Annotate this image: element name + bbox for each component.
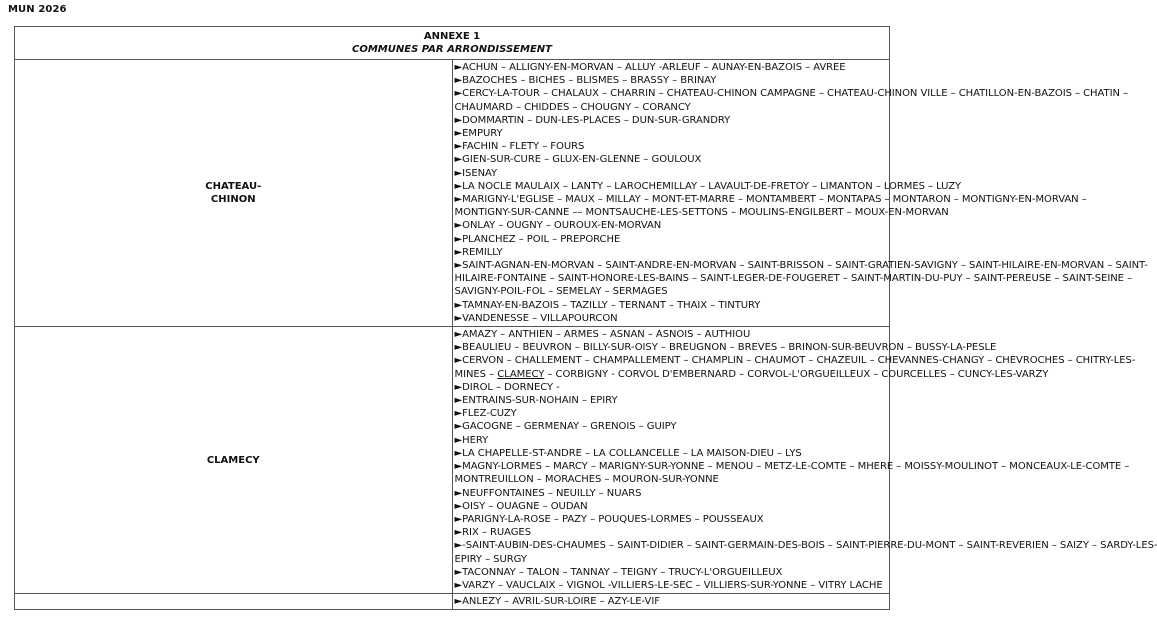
commune-line: ►RIX – RUAGES xyxy=(454,527,531,539)
commune-line: ►DIROL – DORNECY - xyxy=(454,381,560,393)
arrondissement-row-clamecy xyxy=(15,327,890,594)
commune-line: ►OISY – OUAGNE – OUDAN xyxy=(454,500,588,512)
communes-list xyxy=(452,594,890,610)
annex-title: ANNEXE 1 xyxy=(423,31,481,42)
arrondissement-row-chateau-chinon xyxy=(15,60,890,327)
commune-line: ►ONLAY – OUGNY – OUROUX-EN-MORVAN xyxy=(454,220,662,232)
commune-line: ►VANDENESSE – VILLAPOURCON xyxy=(454,312,618,324)
commune-line: MONTREUILLON – MORACHES – MOURON-SUR-YONNE xyxy=(454,474,719,486)
arrondissement-label: CHATEAU- CHINON xyxy=(205,181,262,206)
commune-line: ►LA CHAPELLE-ST-ANDRE – LA COLLANCELLE – LA MAISON-DIEU – LYS xyxy=(454,447,802,459)
commune-line: EPIRY – SURGY xyxy=(454,553,527,565)
arrondissement-name xyxy=(15,594,453,610)
commune-line: ►LA NOCLE MAULAIX – LANTY – LAROCHEMILLAY – LAVAULT-DE-FRETOY – LIMANTON – LORMES – LUZY xyxy=(454,180,962,192)
commune-line: MONTIGNY-SUR-CANNE –– MONTSAUCHE-LES-SETTONS – MOULINS-ENGILBERT – MOUX-EN-MORVAN xyxy=(454,207,949,219)
commune-line: ►ANLEZY – AVRIL-SUR-LOIRE – AZY-LE-VIF xyxy=(454,596,660,608)
communes-table xyxy=(14,26,1157,610)
arrondissement-name xyxy=(15,60,453,327)
commune-line: ►BEAULIEU – BEUVRON – BILLY-SUR-OISY – BREUGNON – BREVES – BRINON-SUR-BEUVRON – BUSSY-LA-PESLE xyxy=(454,342,997,354)
arrondissement-name xyxy=(15,327,453,594)
commune-line: ►DOMMARTIN – DUN-LES-PLACES – DUN-SUR-GRANDRY xyxy=(454,114,731,126)
annex-subtitle: COMMUNES PAR ARRONDISSEMENT xyxy=(352,44,552,55)
commune-line: ►AMAZY – ANTHIEN – ARMES – ASNAN – ASNOIS – AUTHIOU xyxy=(454,329,751,341)
table-title-cell xyxy=(15,27,890,60)
commune-line: ►-SAINT-AUBIN-DES-CHAUMES – SAINT-DIDIER – SAINT-GERMAIN-DES-BOIS – SAINT-PIERRE-DU-MONT – SAINT-REVERIEN – SAIZY – SARDY-LES- xyxy=(454,540,1157,552)
commune-line: SAVIGNY-POIL-FOL – SEMELAY – SERMAGES xyxy=(454,286,668,298)
arrondissement-row-next xyxy=(15,594,890,610)
commune-line: ►ISENAY xyxy=(454,167,498,179)
commune-line: ►GIEN-SUR-CURE – GLUX-EN-GLENNE – GOULOUX xyxy=(454,154,702,166)
commune-line: ►EMPURY xyxy=(454,128,503,140)
commune-line: CHAUMARD – CHIDDES – CHOUGNY – CORANCY xyxy=(454,101,691,113)
commune-line: ►GACOGNE – GERMENAY – GRENOIS – GUIPY xyxy=(454,421,677,433)
communes-list xyxy=(452,327,1157,594)
commune-line: ►REMILLY xyxy=(454,246,503,258)
commune-line: ►NEUFFONTAINES – NEUILLY – NUARS xyxy=(454,487,642,499)
arrondissement-label: CLAMECY xyxy=(206,454,260,466)
commune-line: ►PARIGNY-LA-ROSE – PAZY – POUQUES-LORMES – POUSSEAUX xyxy=(454,513,764,525)
commune-line: MINES – CLAMECY – CORBIGNY - CORVOL D'EMBERNARD – CORVOL-L'ORGUEILLEUX – COURCELLES – CUNCY-LES-VARZY xyxy=(454,368,1049,380)
commune-line: ►ACHUN – ALLIGNY-EN-MORVAN – ALLUY -ARLEUF – AUNAY-EN-BAZOIS – AVREE xyxy=(454,62,846,73)
communes-list xyxy=(452,60,1148,327)
commune-line: ►TACONNAY – TALON – TANNAY – TEIGNY – TRUCY-L'ORGUEILLEUX xyxy=(454,566,783,578)
commune-line: ►SAINT-AGNAN-EN-MORVAN – SAINT-ANDRE-EN-MORVAN – SAINT-BRISSON – SAINT-GRATIEN-SAVIGNY – SAINT-HILAIRE-EN-MORVAN – SAINT- xyxy=(454,260,1148,272)
commune-line: ►HERY xyxy=(454,434,489,446)
commune-line: ►MARIGNY-L'EGLISE – MAUX – MILLAY – MONT-ET-MARRE – MONTAMBERT – MONTAPAS – MONTARON – MONTIGNY-EN-MORVAN – xyxy=(454,194,1087,206)
commune-line: ►FACHIN – FLETY – FOURS xyxy=(454,141,585,153)
commune-line: ►MAGNY-LORMES – MARCY – MARIGNY-SUR-YONNE – MENOU – METZ-LE-COMTE – MHERE – MOISSY-MOULINOT – MONCEAUX-LE-COMTE – xyxy=(454,461,1130,473)
commune-line: ►FLEZ-CUZY xyxy=(454,408,517,420)
commune-line: ►TAMNAY-EN-BAZOIS – TAZILLY – TERNANT – THAIX – TINTURY xyxy=(454,299,761,311)
commune-line: ►CERVON – CHALLEMENT – CHAMPALLEMENT – CHAMPLIN – CHAUMOT – CHAZEUIL – CHEVANNES-CHANGY – CHEVROCHES – CHITRY-LES- xyxy=(454,355,1136,367)
commune-line: ►ENTRAINS-SUR-NOHAIN – EPIRY xyxy=(454,395,618,407)
commune-line: ►VARZY – VAUCLAIX – VIGNOL -VILLIERS-LE-SEC – VILLIERS-SUR-YONNE – VITRY LACHE xyxy=(454,579,883,591)
commune-line: ►BAZOCHES – BICHES – BLISMES – BRASSY – BRINAY xyxy=(454,75,717,87)
commune-line: ►CERCY-LA-TOUR – CHALAUX – CHARRIN – CHATEAU-CHINON CAMPAGNE – CHATEAU-CHINON VILLE – CHATILLON-EN-BAZOIS – CHATIN – xyxy=(454,88,1128,100)
commune-line: HILAIRE-FONTAINE – SAINT-HONORE-LES-BAINS – SAINT-LEGER-DE-FOUGERET – SAINT-MARTIN-DU-PUY – SAINT-PEREUSE – SAINT-SEINE – xyxy=(454,273,1133,285)
table-title-row xyxy=(15,27,890,60)
commune-line: ►PLANCHEZ – POIL – PREPORCHE xyxy=(454,233,621,245)
underlined-commune: CLAMECY xyxy=(497,368,545,380)
document-mark: MUN 2026 xyxy=(8,4,67,15)
